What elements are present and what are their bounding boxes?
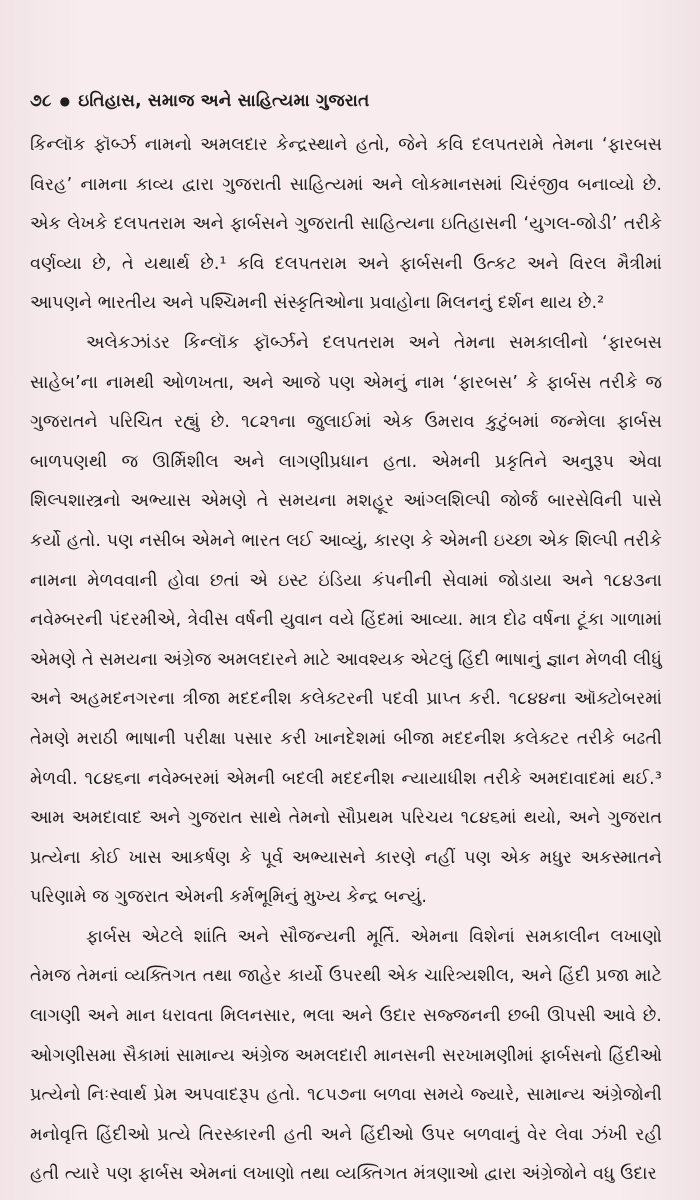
paragraph-3: ફાર્બસ એટલે શાંતિ અને સૌજન્યની મૂર્તિ. એમના વિશેનાં સમકાલીન લખાણો તેમજ તેમનાં વ્યક્તિગત તથા જાહેર કાર્યો ઉપરથી એક ચારિત્ર્યશીલ, અને હિંદી પ્રજા માટે લાગણી અને માન ધરાવતા મિલનસાર, ભલા અને ઉદાર સજ્જનની છબી ઊપસી આવે છે. ઓગણીસમા સૈકામાં સામાન્ય અંગ્રેજ અમલદારી માનસની સરખામણીમાં ફાર્બસનો હિંદીઓ પ્રત્યેનો નિઃસ્વાર્થ પ્રેમ અપવાદરૂપ હતો. ૧૮૫૭ના બળવા સમયે જ્યારે, સામાન્ય અંગ્રેજોની મનોવૃત્તિ હિંદીઓ પ્રત્યે તિરસ્કારની હતી અને હિંદીઓ ઉપર બળવાનું વેર લેવા ઝંખી રહી હતી ત્યારે પણ ફાર્બસ એમનાં લખાણો તથા વ્યક્તિગત મંત્રણાઓ દ્વારા અંગ્રેજોને વધુ ઉદાર [30,926,662,1185]
running-title: ઇતિહાસ, સમાજ અને સાહિત્યમા ગુજરાત [78,91,370,111]
page-number: ૭૮ [30,91,52,111]
running-header [30,86,662,116]
paragraph-1: કિન્લૉક ફૉર્બ્ઝ નામનો અમલદાર કેન્દ્રસ્થાને હતો, જેને કવિ દલપતરામે તેમના ‘ફારબસ વિરહ’ નામના કાવ્ય દ્વારા ગુજરાતી સાહિત્યમાં અને લોકમાનસમાં ચિરંજીવ બનાવ્યો છે. એક લેખકે દલપતરામ અને ફાર્બસને ગુજરાતી સાહિત્યના ઇતિહાસની ‘યુગલ-જોડી’ તરીકે વર્ણવ્યા છે, તે યથાર્થ છે.¹ કવિ દલપતરામ અને ફાર્બસની ઉત્કટ અને વિરલ મૈત્રીમાં આપણને ભારતીય અને પશ્ચિમની સંસ્કૃતિઓના પ્રવાહોના મિલનનું દર્શન થાય છે.² [30,135,662,314]
bullet-icon: ● [59,94,71,108]
paragraph-2: અલેકઝાંડર કિન્લૉક ફૉર્બ્ઝને દલપતરામ અને તેમના સમકાલીનો ‘ફારબસ સાહેબ’ના નામથી ઓળખતા, અને આજે પણ એમનું નામ ‘ફારબસ’ કે ફાર્બસ તરીકે જ ગુજરાતને પરિચિત રહ્યું છે. ૧૮૨૧ના જુલાઈમાં એક ઉમરાવ કુટુંબમાં જન્મેલા ફાર્બસ બાળપણથી જ ઊર્મિશીલ અને લાગણીપ્રધાન હતા. એમની પ્રકૃતિને અનુરૂપ એવા શિલ્પશાસ્ત્રનો અભ્યાસ એમણે તે સમયના મશહૂર આંગ્લશિલ્પી જોર્જ બારસેવિની પાસે કર્યો હતો. પણ નસીબ એમને ભારત લઈ આવ્યું, કારણ કે એમની ઇચ્છા એક શિલ્પી તરીકે નામના મેળવવાની હોવા છતાં એ ઇસ્ટ ઇંડિયા કંપનીની સેવામાં જોડાયા અને ૧૮૪૩ના નવેમ્બરની પંદરમીએ, ત્રેવીસ વર્ષની યુવાન વયે હિંદમાં આવ્યા. માત્ર દોઢ વર્ષના ટૂંકા ગાળામાં એમણે તે સમયના અંગ્રેજ અમલદારને માટે આવશ્યક એટલું હિંદી ભાષાનું જ્ઞાન મેળવી લીધું અને અહમદનગરના ત્રીજા મદદનીશ કલેક્ટરની પદવી પ્રાપ્ત કરી. ૧૮૪૪ના ઑક્ટોબરમાં તેમણે મરાઠી ભાષાની પરીક્ષા પસાર કરી ખાનદેશમાં બીજા મદદનીશ કલેક્ટર તરીકે બઢતી મેળવી. ૧૮૪૬ના નવેમ્બરમાં એમની બદલી મદદનીશ ન્યાયાધીશ તરીકે અમદાવાદમાં થઈ.³ આમ અમદાવાદ અને ગુજરાત સાથે તેમનો સૌપ્રથમ પરિચય ૧૮૪૬માં થયો, અને ગુજરાત પ્રત્યેના કોઈ ખાસ આકર્ષણ કે પૂર્વ અભ્યાસને કારણે નહીં પણ એક મધુર અકસ્માતને પરિણામે જ ગુજરાત એમની કર્મભૂમિનું મુખ્ય કેન્દ્ર બન્યું. [30,332,662,908]
body-text [30,126,662,1195]
